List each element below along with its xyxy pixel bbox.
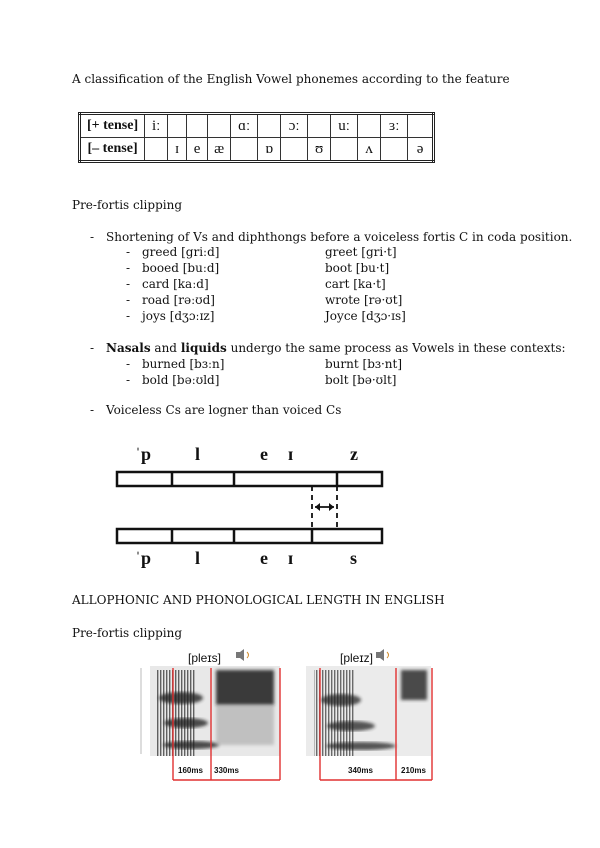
vowel-cell: ɪ	[168, 138, 187, 162]
list-item: - road [rəːʊd]	[126, 293, 215, 307]
bold-term: Nasals	[106, 341, 151, 355]
phone-label: ɪ	[288, 548, 294, 568]
word-voiceless: bolt [bə·ʊlt]	[325, 373, 397, 387]
list-item: - burned [bɜːn]	[126, 357, 225, 371]
word-voiceless: burnt [bɜ·nt]	[325, 357, 403, 371]
word-voiceless: boot [bu·t]	[325, 261, 390, 275]
duration-label: 210ms	[401, 766, 426, 775]
duration-label: 330ms	[214, 766, 239, 775]
vowel-cell: ɜː	[381, 114, 408, 138]
bullet-text: Shortening of Vs and diphthongs before a voiceless fortis C in coda position.	[106, 230, 573, 244]
section-title: ALLOPHONIC AND PHONOLOGICAL LENGTH IN ENGLISH	[72, 593, 445, 607]
phone-label: e	[260, 548, 268, 568]
phone-label: s	[350, 548, 358, 568]
list-item: - greed [griːd]	[126, 245, 220, 259]
bullet-text: Voiceless Cs are logner than voiced Cs	[106, 403, 342, 417]
vowel-cell	[208, 114, 231, 138]
table-row-lax	[80, 138, 434, 162]
word-voiced: card [kaːd]	[142, 277, 209, 291]
word-voiced: booed [buːd]	[142, 261, 220, 275]
phone-label: ˈp	[135, 548, 152, 568]
word-voiceless: cart [ka·t]	[325, 277, 386, 291]
vowel-cell	[358, 114, 381, 138]
list-item: - booed [buːd]	[126, 261, 220, 275]
duration-label: 340ms	[348, 766, 373, 775]
sound-wave-icon	[247, 652, 249, 658]
bullet-text: undergo the same process as Vowels in these contexts:	[230, 341, 566, 355]
list-item: - bold [bəːʊld]	[126, 373, 220, 387]
formant-band	[159, 692, 203, 704]
vowel-cell	[331, 138, 358, 162]
vowel-cell: ə	[408, 138, 434, 162]
phone-label: l	[195, 444, 201, 464]
formant-band	[321, 694, 361, 706]
timeline-bar-bottom	[117, 529, 382, 543]
formant-band	[327, 721, 375, 731]
vowel-cell	[145, 138, 168, 162]
vowel-cell: ʊ	[308, 138, 331, 162]
word-voiced: burned [bɜːn]	[142, 357, 225, 371]
word-voiced: joys [dʒɔːɪz]	[142, 309, 215, 323]
vowel-cell	[408, 114, 434, 138]
vowel-cell: uː	[331, 114, 358, 138]
bullet-item: - Shortening of Vs and diphthongs before a voiceless fortis C in coda position.	[90, 230, 573, 244]
section-title: Pre-fortis clipping	[72, 626, 183, 640]
word-voiced: greed [griːd]	[142, 245, 220, 259]
bullet-text: and	[154, 341, 177, 355]
row-label: [+ tense]	[80, 114, 145, 138]
vowel-cell	[258, 114, 281, 138]
spectrogram-title: [pleɪs]	[188, 651, 221, 665]
formant-band	[326, 742, 396, 750]
vowel-cell	[281, 138, 308, 162]
phone-label: e	[260, 444, 268, 464]
spectrogram-right	[306, 649, 432, 780]
vowel-cell: ɔː	[281, 114, 308, 138]
duration-diagram	[110, 440, 390, 570]
sound-wave-icon	[387, 652, 389, 658]
word-voiced: road [rəːʊd]	[142, 293, 215, 307]
bold-term: liquids	[180, 341, 227, 355]
bullet-item: - Voiceless Cs are logner than voiced Cs	[90, 403, 342, 417]
vowel-table	[78, 112, 435, 163]
frication-noise	[216, 670, 274, 705]
vowel-cell	[187, 114, 208, 138]
spectrogram-title: [pleɪz]	[340, 651, 373, 665]
formant-band	[164, 718, 208, 728]
phone-label: z	[350, 444, 358, 464]
list-item: - card [kaːd]	[126, 277, 209, 291]
frication-noise	[401, 670, 427, 700]
page-heading: A classification of the English Vowel phonemes according to the feature	[72, 72, 510, 86]
vowel-cell: ɑː	[231, 114, 258, 138]
list-item: - joys [dʒɔːɪz]	[126, 309, 215, 323]
word-voiceless: greet [gri·t]	[325, 245, 397, 259]
bullet-item: - Nasals and liquids undergo the same process as Vowels in these contexts:	[90, 341, 566, 355]
table-row-tense	[80, 114, 434, 138]
spectrogram-left	[141, 649, 280, 780]
phone-label: l	[195, 548, 201, 568]
vowel-cell	[308, 114, 331, 138]
vowel-cell: æ	[208, 138, 231, 162]
vowel-cell: iː	[145, 114, 168, 138]
spectrogram-figure	[136, 648, 436, 784]
word-voiced: bold [bəːʊld]	[142, 373, 220, 387]
frication-noise	[216, 705, 274, 745]
row-label: [– tense]	[80, 138, 145, 162]
word-voiceless: wrote [rə·ʊt]	[325, 293, 403, 307]
duration-label: 160ms	[178, 766, 203, 775]
section-title: Pre-fortis clipping	[72, 198, 183, 212]
timeline-bar-top	[117, 472, 382, 486]
vowel-cell: ʌ	[358, 138, 381, 162]
vowel-cell	[168, 114, 187, 138]
speaker-icon[interactable]	[236, 649, 244, 661]
vowel-cell	[231, 138, 258, 162]
speaker-icon[interactable]	[376, 649, 384, 661]
phone-label: ɪ	[288, 444, 294, 464]
phone-label: ˈp	[135, 444, 152, 464]
vowel-cell: e	[187, 138, 208, 162]
vowel-cell: ɒ	[258, 138, 281, 162]
vowel-cell	[381, 138, 408, 162]
word-voiceless: Joyce [dʒɔ·ɪs]	[325, 309, 406, 323]
